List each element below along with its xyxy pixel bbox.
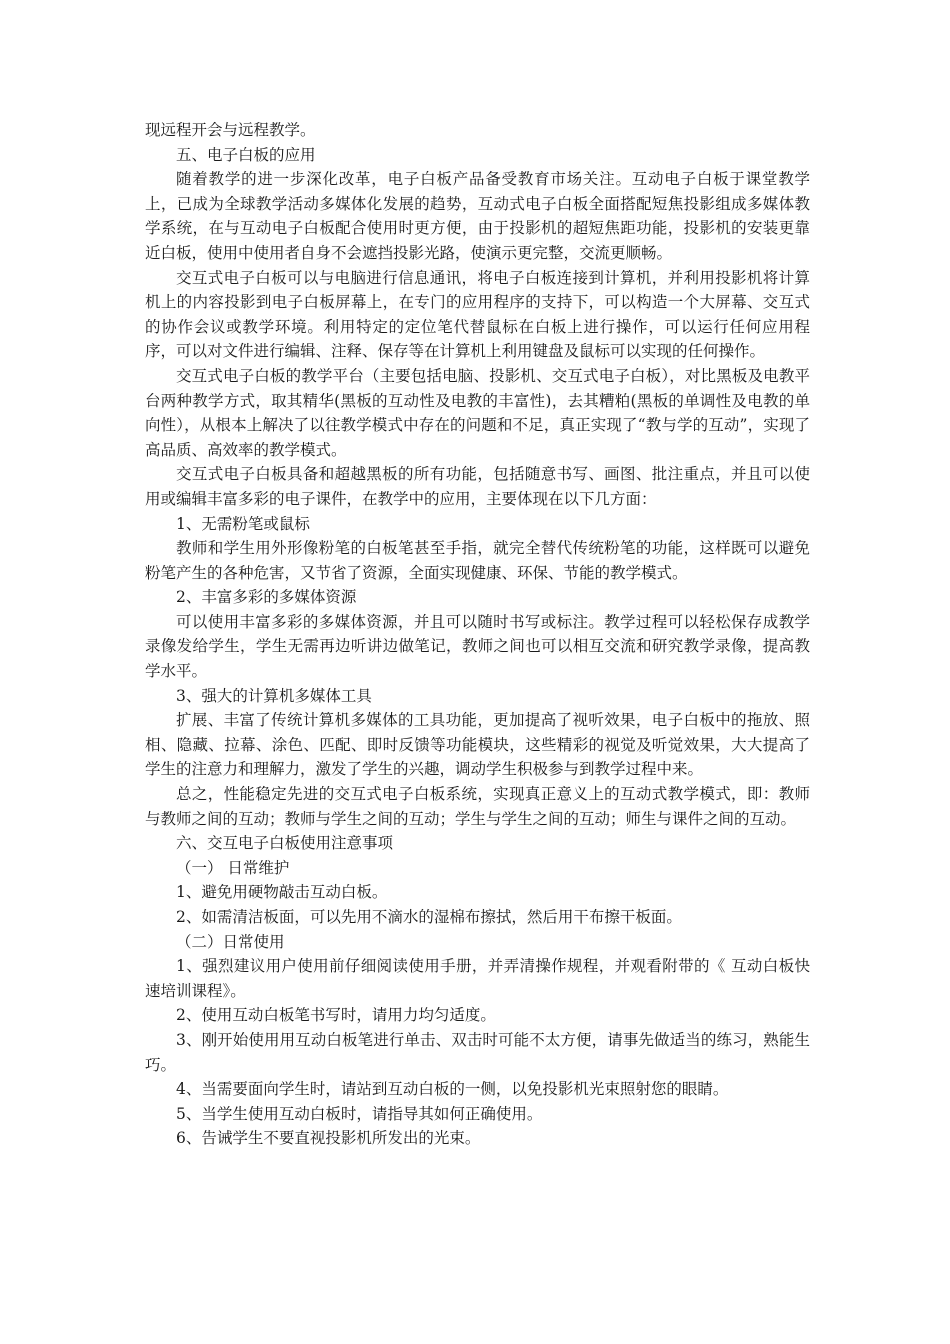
list-item: 4、当需要面向学生时，请站到互动白板的一侧，以免投影机光束照射您的眼睛。 [176, 1080, 729, 1099]
paragraph: 交互式电子白板具备和超越黑板的所有功能，包括随意书写、画图、批注重点，并且可以使用或编辑丰富多彩的电子课件，在教学中的应用，主要体现在以下几方面： [145, 465, 810, 508]
paragraph: 随着教学的进一步深化改革，电子白板产品备受教育市场关注。互动电子白板于课堂教学上，已成为全球教学活动多媒体化发展的趋势，互动式电子白板全面搭配短焦投影组成多媒体教学系统，在与互动电子白板配合使用时更方便，由于投影机的超短焦距功能，投影机的安装更靠近白板，使用中使用者自身不会遮挡投影光路，使演示更完整，交流更顺畅。 [145, 170, 810, 262]
paragraph: 扩展、丰富了传统计算机多媒体的工具功能，更加提高了视听效果，电子白板中的拖放、照相、隐藏、拉幕、涂色、匹配、即时反馈等功能模块，这些精彩的视觉及听觉效果，大大提高了学生的注意力和理解力，激发了学生的兴趣，调动学生积极参与到教学过程中来。 [145, 711, 810, 779]
paragraph: 总之，性能稳定先进的交互式电子白板系统，实现真正意义上的互动式教学模式，即：教师与教师之间的互动；教师与学生之间的互动；学生与学生之间的互动；师生与课件之间的互动。 [145, 785, 810, 828]
paragraph: 交互式电子白板的教学平台（主要包括电脑、投影机、交互式电子白板），对比黑板及电教平台两种教学方式，取其精华(黑板的互动性及电教的丰富性)，去其糟粕(黑板的单调性及电教的单向性），从根本上解决了以往教学模式中存在的问题和不足，真正实现了“教与学的互动”，实现了高品质、高效率的教学模式。 [145, 366, 810, 459]
subheading-maintenance: （一） 日常维护 [176, 858, 290, 877]
paragraph: 交互式电子白板可以与电脑进行信息通讯，将电子白板连接到计算机，并利用投影机将计算机上的内容投影到电子白板屏幕上，在专门的应用程序的支持下，可以构造一个大屏幕、交互式的协作会议或教学环境。利用特定的定位笔代替鼠标在白板上进行操作，可以运行任何应用程序，可以对文件进行编辑、注释、保存等在计算机上利用键盘及鼠标可以实现的任何操作。 [145, 268, 810, 361]
paragraph: 可以使用丰富多彩的多媒体资源，并且可以随时书写或标注。教学过程可以轻松保存成教学录像发给学生，学生无需再边听讲边做笔记，教师之间也可以相互交流和研究教学录像，提高教学水平。 [145, 612, 810, 681]
section-heading-6: 六、交互电子白板使用注意事项 [176, 834, 394, 853]
list-item: 5、当学生使用互动白板时，请指导其如何正确使用。 [176, 1104, 543, 1123]
document-body [145, 118, 810, 1151]
subheading-usage: （二）日常使用 [176, 932, 285, 951]
list-item: 6、告诫学生不要直视投影机所发出的光束。 [176, 1129, 481, 1148]
section-heading-5: 五、电子白板的应用 [176, 145, 316, 164]
subheading-2: 2、丰富多彩的多媒体资源 [176, 588, 357, 607]
paragraph-continuation: 现远程开会与远程教学。 [145, 121, 316, 139]
subheading-1: 1、无需粉笔或鼠标 [176, 514, 310, 533]
list-item: 1、避免用硬物敲击互动白板。 [176, 883, 388, 902]
list-item: 1、强烈建议用户使用前仔细阅读使用手册，并弄清操作规程，并观看附带的《 互动白板快速培训课程》。 [145, 957, 810, 1000]
paragraph: 教师和学生用外形像粉笔的白板笔甚至手指，就完全替代传统粉笔的功能，这样既可以避免粉笔产生的各种危害，又节省了资源，全面实现健康、环保、节能的教学模式。 [145, 539, 810, 582]
list-item: 3、刚开始使用用互动白板笔进行单击、双击时可能不太方便，请事先做适当的练习，熟能生巧。 [145, 1030, 810, 1074]
list-item: 2、使用互动白板笔书写时，请用力均匀适度。 [176, 1006, 496, 1025]
list-item: 2、如需清洁板面，可以先用不滴水的湿棉布擦拭，然后用干布擦干板面。 [176, 908, 682, 926]
subheading-3: 3、强大的计算机多媒体工具 [176, 686, 372, 705]
